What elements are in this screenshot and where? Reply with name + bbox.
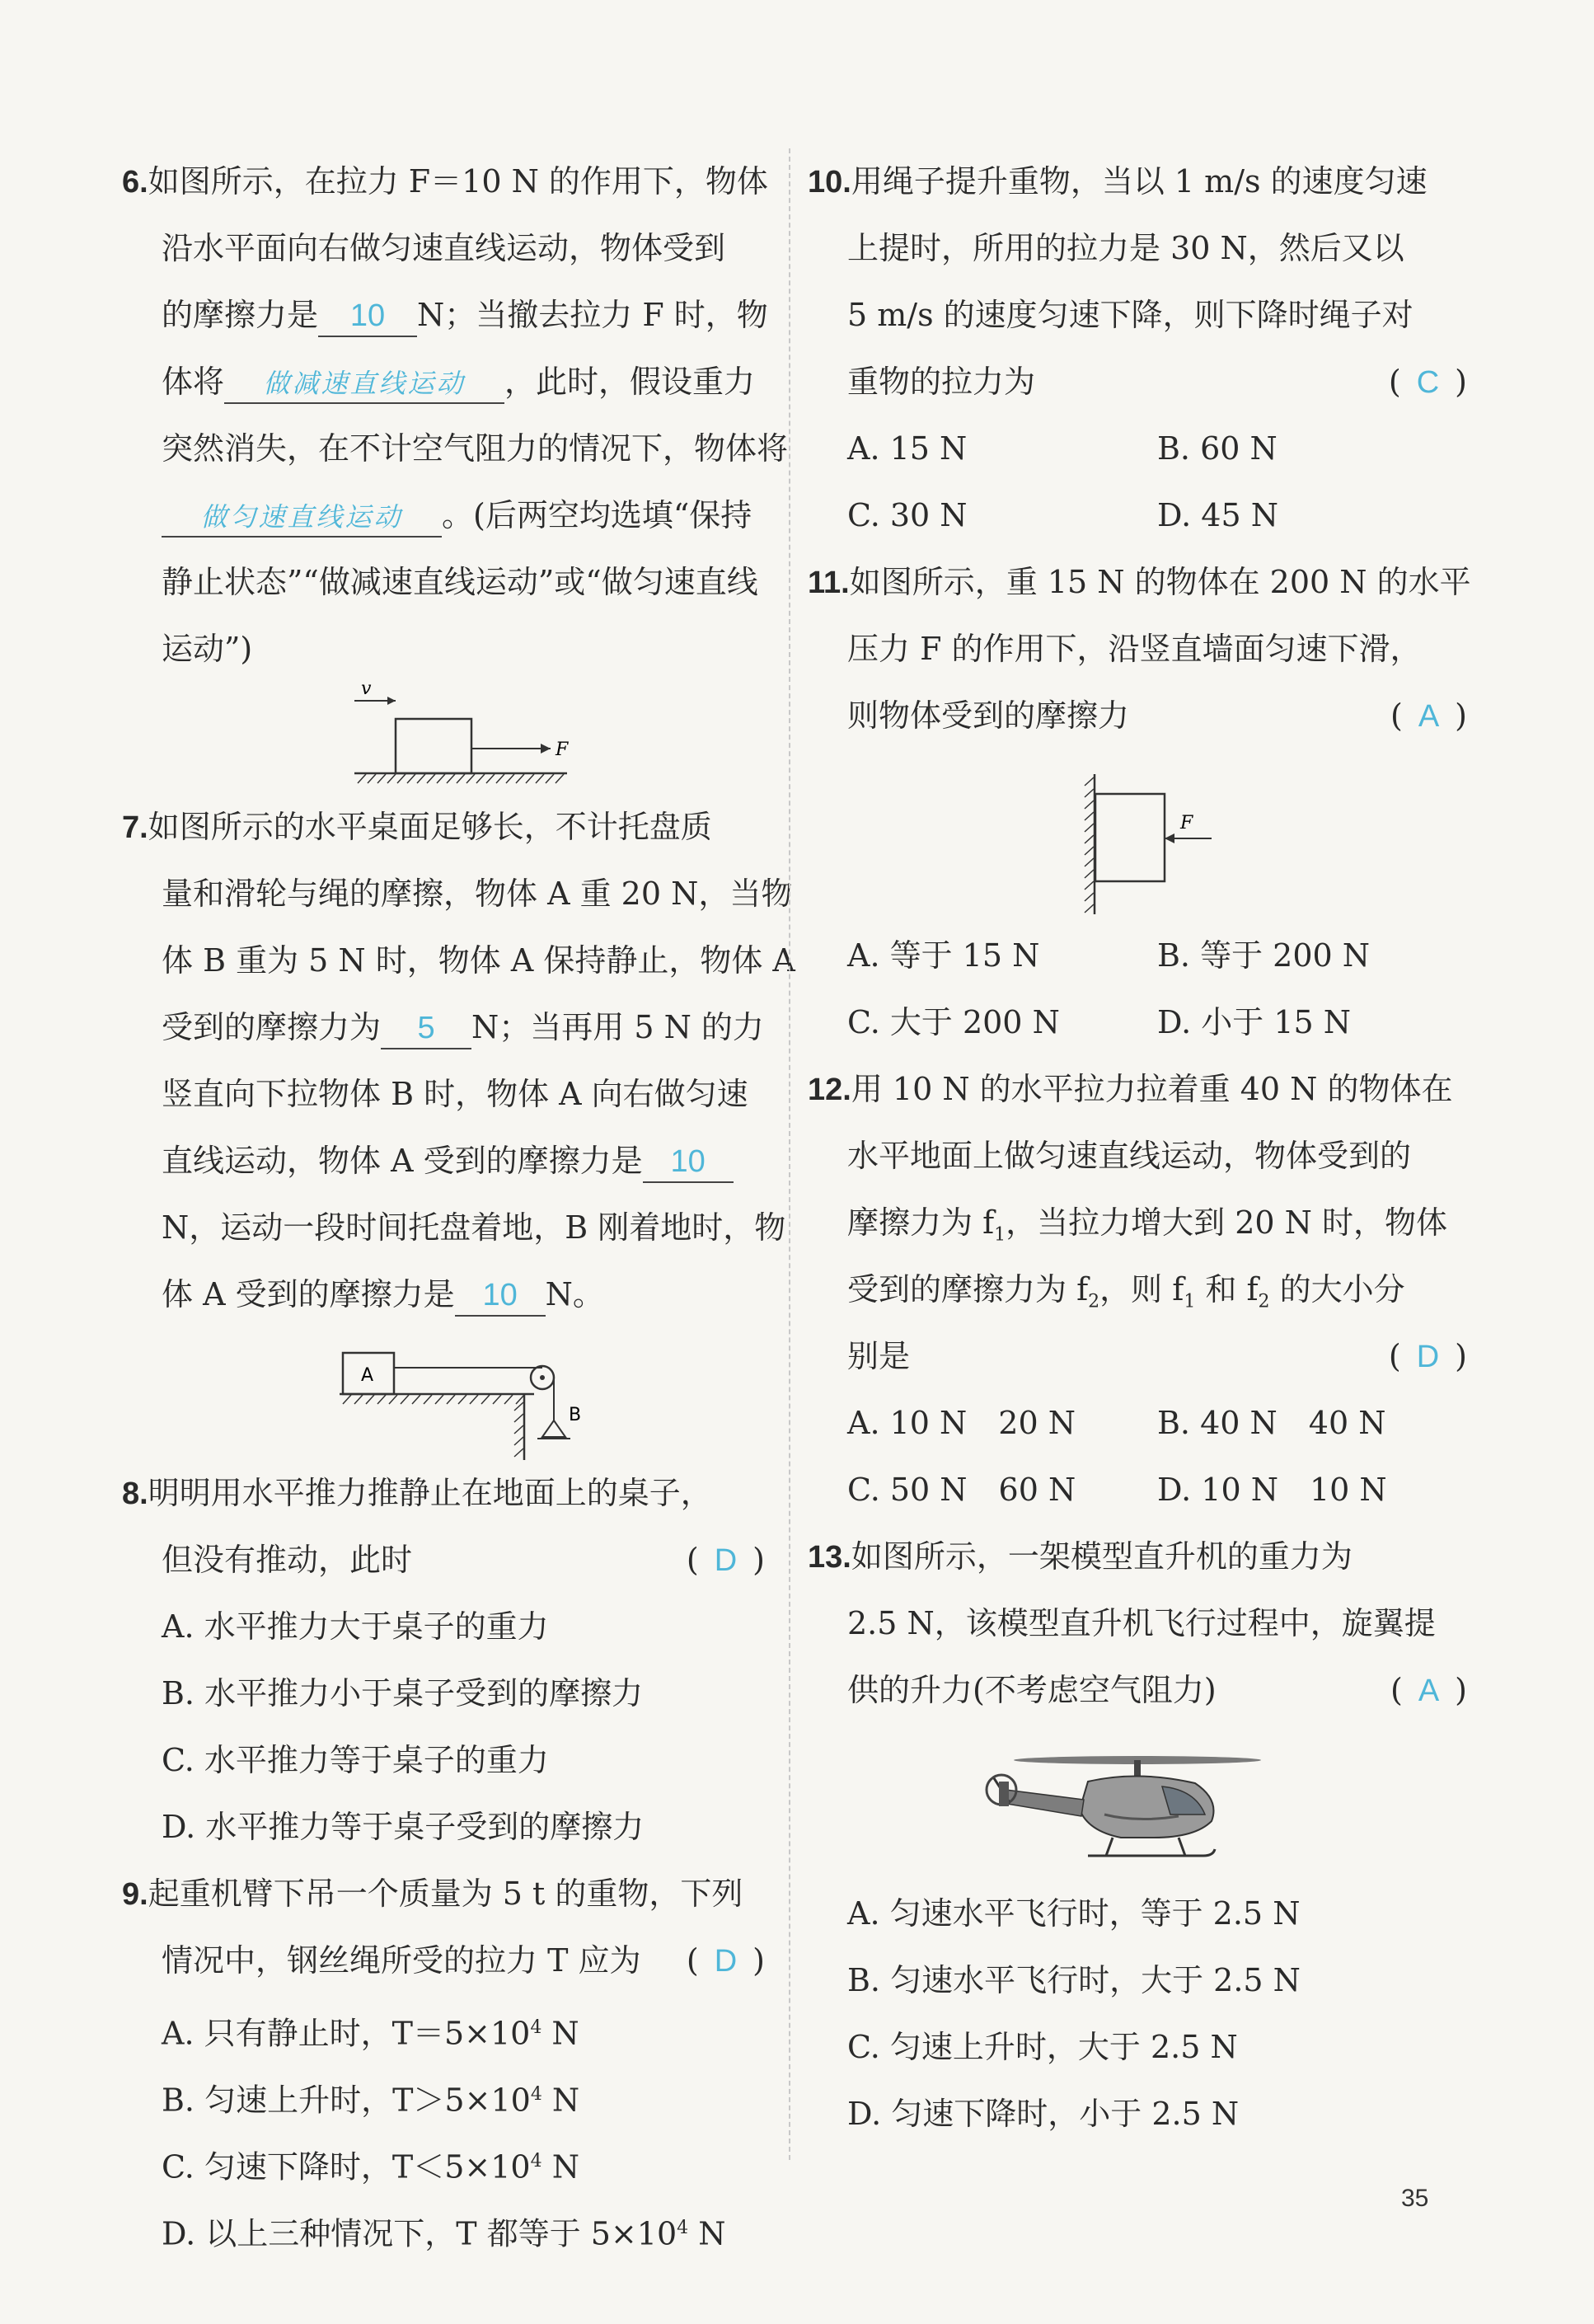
q8-option-d: D. 水平推力等于桌子受到的摩擦力 (162, 1809, 645, 1845)
q6-answer-1: 10 (349, 298, 386, 333)
q12-line-1 (808, 1056, 1467, 1123)
q10-text-1: 用绳子提升重物，当以 1 m/s 的速度匀速 (851, 163, 1428, 200)
q10-line-1 (808, 148, 1467, 215)
q13-line-1 (808, 1524, 1467, 1590)
q7-text-6a: 直线运动，物体 A 受到的摩擦力是 (162, 1143, 643, 1179)
q9-option-a-unit: N (541, 2015, 579, 2052)
q11-text-3: 则物体受到的摩擦力 (847, 697, 1130, 734)
q9-option-c (122, 2128, 765, 2195)
q10-answer: C (1416, 365, 1440, 400)
q9-line-2 (122, 1927, 765, 1994)
q13-line-2: 2.5 N，该模型直升机飞行过程中，旋翼提 (847, 1605, 1436, 1641)
q7-answer-1: 5 (417, 1011, 435, 1045)
q10-option-b: B. 60 N (1157, 430, 1278, 467)
q6-figure (122, 683, 765, 794)
q9-option-c-unit: N (541, 2148, 579, 2185)
q10-number: 10. (808, 165, 851, 200)
page-number: 35 (1401, 2185, 1429, 2212)
q12-answer-paren[interactable] (1389, 1323, 1467, 1391)
press-force-label: F (1180, 813, 1193, 833)
q12-text-4c: 和 f (1195, 1271, 1259, 1308)
q13-number: 13. (808, 1540, 851, 1575)
q9-answer-paren[interactable] (687, 1927, 765, 1995)
q6-text-4a: 体将 (162, 364, 225, 400)
q7-text-1: 如图所示的水平桌面足够长，不计托盘质 (148, 809, 712, 845)
q11-answer-paren[interactable] (1390, 683, 1467, 750)
q13-option-c: C. 匀速上升时，大于 2.5 N (847, 2029, 1238, 2065)
velocity-label: v (361, 683, 372, 699)
column-divider (789, 148, 790, 2160)
q13-option-b: B. 匀速水平飞行时，大于 2.5 N (847, 1962, 1301, 1998)
q6-line-2: 沿水平面向右做匀速直线运动，物体受到 (162, 230, 726, 266)
q13-line-3 (808, 1657, 1467, 1724)
q7-line-7: N，运动一段时间托盘着地，B 刚着地时，物 (162, 1209, 786, 1246)
q12-paren-open: ( (1388, 1338, 1401, 1374)
question-8 (122, 1460, 765, 1861)
q9-option-d-unit: N (688, 2215, 726, 2252)
q13-option-a: A. 匀速水平飞行时，等于 2.5 N (847, 1895, 1301, 1932)
q11-figure (808, 749, 1467, 923)
question-11 (808, 549, 1471, 1056)
q13-text-1: 如图所示，一架模型直升机的重力为 (851, 1538, 1353, 1575)
q12-answer: D (1416, 1340, 1440, 1374)
q10-option-a: A. 15 N (847, 430, 968, 467)
q12-option-b: B. 40 N 40 N (1157, 1405, 1386, 1441)
q12-option-d: D. 10 N 10 N (1157, 1472, 1387, 1508)
q11-options-row-2 (808, 989, 1467, 1056)
q10-option-d: D. 45 N (1157, 497, 1278, 533)
q12-text-3b: ，当拉力增大到 20 N 时，物体 (1006, 1204, 1447, 1241)
q10-answer-paren[interactable] (1389, 349, 1467, 416)
q11-answer: A (1418, 699, 1440, 734)
q12-text-4b: ，则 f (1099, 1271, 1184, 1308)
q8-number: 8. (122, 1477, 148, 1511)
q6-line-5: 突然消失，在不计空气阻力的情况下，物体将 (162, 430, 789, 467)
q11-paren-open: ( (1390, 697, 1403, 734)
q8-line-1 (122, 1460, 765, 1527)
q12-line-2: 水平地面上做匀速直线运动，物体受到的 (847, 1138, 1412, 1174)
q12-text-3a: 摩擦力为 f (847, 1204, 995, 1241)
q7-line-4 (122, 994, 765, 1061)
q7-line-5: 竖直向下拉物体 B 时，物体 A 向右做匀速 (162, 1076, 748, 1112)
q11-line-3 (808, 683, 1467, 749)
q7-figure (122, 1328, 765, 1460)
q9-answer: D (714, 1944, 738, 1979)
q7-line-3: 体 B 重为 5 N 时，物体 A 保持静止，物体 A (162, 942, 795, 979)
q12-options-row-1 (808, 1390, 1467, 1457)
q8-option-a: A. 水平推力大于桌子的重力 (162, 1608, 549, 1645)
q6-blank-1[interactable] (318, 294, 417, 337)
right-column (808, 148, 1471, 2148)
q13-option-d: D. 匀速下降时，小于 2.5 N (847, 2096, 1240, 2132)
q12-sub-2a: 2 (1088, 1291, 1100, 1312)
q9-number: 9. (122, 1877, 148, 1912)
q6-text-3a: 的摩擦力是 (162, 297, 319, 333)
question-9 (122, 1861, 765, 2261)
q7-blank-1[interactable] (381, 1007, 471, 1049)
q9-option-c-text: C. 匀速下降时，T＜5×10 (162, 2148, 531, 2185)
q10-text-4: 重物的拉力为 (847, 364, 1036, 400)
q11-paren-close: ) (1455, 697, 1467, 734)
q9-option-b-text: B. 匀速上升时，T＞5×10 (162, 2082, 531, 2119)
q9-line-1 (122, 1861, 765, 1927)
q6-line-4 (122, 349, 765, 416)
q9-text-1: 起重机臂下吊一个质量为 5 t 的重物，下列 (148, 1876, 743, 1912)
q6-blank-2[interactable] (224, 361, 504, 404)
q11-options-row-1 (808, 923, 1467, 989)
q6-text-6b: 。(后两空均选填“保持 (442, 497, 752, 533)
left-column (122, 148, 795, 2261)
q7-blank-3[interactable] (455, 1274, 546, 1317)
q10-line-3: 5 m/s 的速度匀速下降，则下降时绳子对 (847, 297, 1414, 333)
q8-paren-open: ( (686, 1542, 699, 1578)
q9-option-d-text: D. 以上三种情况下，T 都等于 5×10 (162, 2215, 677, 2252)
q6-text-4b: ，此时，假设重力 (504, 364, 756, 400)
q6-line-8: 运动”) (162, 631, 253, 667)
q8-text-2: 但没有推动，此时 (162, 1542, 413, 1578)
q9-option-a-exp: 4 (530, 2017, 542, 2038)
q12-line-5 (808, 1323, 1467, 1390)
q10-paren-close: ) (1455, 364, 1467, 400)
q11-text-1: 如图所示，重 15 N 的物体在 200 N 的水平 (849, 564, 1471, 600)
q12-line-3 (808, 1190, 1467, 1256)
q9-option-b-unit: N (541, 2082, 580, 2119)
q10-line-4 (808, 349, 1467, 416)
q13-paren-open: ( (1390, 1672, 1403, 1708)
q6-text-3b: N；当撤去拉力 F 时，物 (417, 297, 768, 333)
q9-option-d (122, 2195, 765, 2261)
q7-line-2: 量和滑轮与绳的摩擦，物体 A 重 20 N，当物 (162, 876, 793, 912)
block-a-label: A (361, 1365, 374, 1386)
wall-block-diagram (808, 749, 1467, 923)
q11-option-b: B. 等于 200 N (1157, 937, 1371, 974)
q11-line-1 (808, 549, 1471, 616)
q11-option-a: A. 等于 15 N (847, 937, 1040, 974)
q7-text-8b: N。 (545, 1276, 604, 1312)
q12-text-5: 别是 (847, 1338, 911, 1374)
helicopter-image (808, 1724, 1467, 1880)
q9-paren-close: ) (752, 1942, 765, 1979)
q12-options-row-2 (808, 1457, 1467, 1524)
q9-text-2: 情况中，钢丝绳所受的拉力 T 应为 (162, 1942, 641, 1979)
q7-answer-3: 10 (482, 1278, 518, 1312)
q8-line-2 (122, 1527, 765, 1594)
q11-line-2: 压力 F 的作用下，沿竖直墙面匀速下滑， (847, 631, 1422, 667)
q13-answer: A (1418, 1674, 1440, 1708)
q10-options-row-1 (808, 416, 1467, 482)
q12-sub-2b: 2 (1258, 1291, 1270, 1312)
q11-option-d: D. 小于 15 N (1157, 1004, 1352, 1040)
q6-answer-3: 做匀速直线运动 (200, 501, 403, 533)
q9-option-b-exp: 4 (530, 2084, 542, 2105)
q6-blank-3[interactable] (162, 495, 442, 538)
q13-text-3: 供的升力(不考虑空气阻力) (847, 1672, 1217, 1708)
q9-option-a-text: A. 只有静止时，T＝5×10 (162, 2015, 531, 2052)
q6-text-1: 如图所示，在拉力 F＝10 N 的作用下，物体 (148, 163, 768, 200)
q7-answer-2: 10 (670, 1144, 706, 1179)
q12-text-4d: 的大小分 (1269, 1271, 1405, 1308)
q12-option-a: A. 10 N 20 N (847, 1405, 1076, 1441)
q10-line-2: 上提时，所用的拉力是 30 N，然后又以 (847, 230, 1404, 266)
q6-line-3 (122, 282, 768, 349)
q8-paren-close: ) (752, 1542, 765, 1578)
q7-text-4a: 受到的摩擦力为 (162, 1009, 382, 1045)
q7-number: 7. (122, 810, 148, 845)
q7-line-1 (122, 794, 765, 861)
q9-paren-open: ( (686, 1942, 699, 1979)
question-7 (122, 794, 795, 1460)
q9-option-d-exp: 4 (677, 2218, 689, 2238)
q10-options-row-2 (808, 482, 1467, 549)
q12-text-4a: 受到的摩擦力为 f (847, 1271, 1089, 1308)
question-13 (808, 1524, 1467, 2148)
q8-answer-paren[interactable] (687, 1527, 765, 1594)
q10-paren-open: ( (1388, 364, 1401, 400)
q12-line-4 (808, 1256, 1467, 1323)
q13-answer-paren[interactable] (1390, 1657, 1467, 1725)
q8-answer: D (714, 1543, 738, 1578)
q9-option-b (122, 2061, 765, 2128)
q10-option-c: C. 30 N (847, 497, 968, 533)
q9-option-a (122, 1994, 765, 2061)
q9-option-c-exp: 4 (530, 2151, 542, 2171)
q8-option-b: B. 水平推力小于桌子受到的摩擦力 (162, 1675, 644, 1711)
q8-option-c: C. 水平推力等于桌子的重力 (162, 1742, 549, 1778)
q11-number: 11. (808, 566, 850, 600)
q12-text-1: 用 10 N 的水平拉力拉着重 40 N 的物体在 (851, 1071, 1453, 1107)
q7-blank-2[interactable] (643, 1140, 734, 1183)
q13-paren-close: ) (1455, 1672, 1467, 1708)
question-10 (808, 148, 1467, 549)
q7-text-4b: N；当再用 5 N 的力 (471, 1009, 764, 1045)
question-12 (808, 1056, 1467, 1524)
q12-option-c: C. 50 N 60 N (847, 1472, 1076, 1508)
q6-line-7: 静止状态”“做减速直线运动”或“做匀速直线 (162, 564, 758, 600)
q7-line-6 (122, 1128, 765, 1195)
q6-answer-2: 做减速直线运动 (263, 368, 466, 399)
block-b-label: B (569, 1405, 582, 1425)
pulley-table-diagram (122, 1328, 765, 1460)
q13-figure (808, 1724, 1467, 1880)
q6-line-6 (122, 482, 765, 549)
q6-number: 6. (122, 165, 148, 200)
q12-paren-close: ) (1455, 1338, 1467, 1374)
q11-option-c: C. 大于 200 N (847, 1004, 1060, 1040)
q12-number: 12. (808, 1073, 851, 1107)
block-on-floor-diagram (122, 683, 765, 794)
q12-sub-1a: 1 (994, 1224, 1006, 1246)
q8-text-1: 明明用水平推力推静止在地面上的桌子， (148, 1475, 712, 1511)
q12-sub-1b: 1 (1184, 1291, 1196, 1312)
q6-line-1 (122, 148, 768, 215)
q7-line-8 (122, 1261, 765, 1328)
question-6 (122, 148, 789, 794)
q7-text-8a: 体 A 受到的摩擦力是 (162, 1276, 455, 1312)
force-label: F (556, 739, 569, 760)
